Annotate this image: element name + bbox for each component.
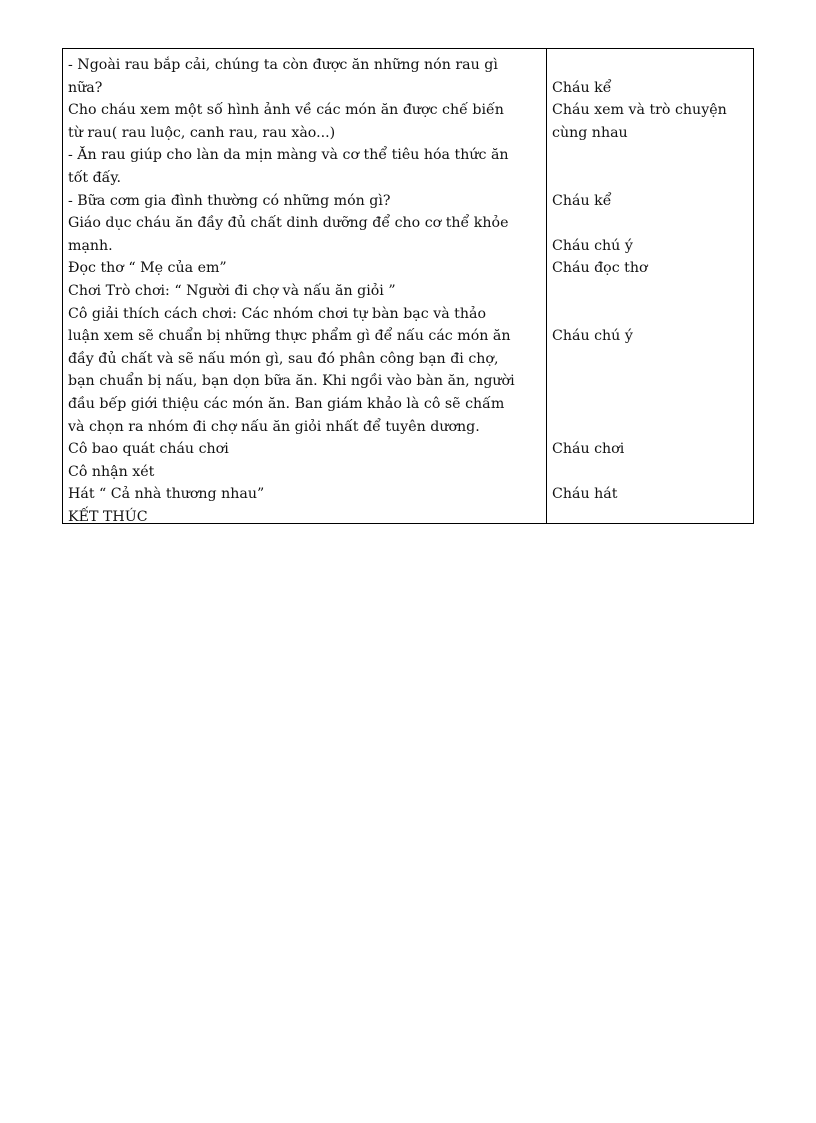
teacher-line: Hát “ Cả nhà thương nhau” xyxy=(68,486,265,503)
teacher-line: Đọc thơ “ Mẹ của em” xyxy=(68,260,227,277)
teacher-line: Giáo dục cháu ăn đầy đủ chất dinh dưỡng để cho cơ thể khỏe xyxy=(68,215,509,232)
child-line: Cháu chú ý xyxy=(552,237,633,254)
child-line: cùng nhau xyxy=(552,124,628,141)
child-line xyxy=(552,506,749,529)
child-line: Cháu kể xyxy=(552,192,612,209)
teacher-line: Cô bao quát cháu chơi xyxy=(68,441,229,458)
teacher-line: bạn chuẩn bị nấu, bạn dọn bữa ăn. Khi ngồi vào bàn ăn, người xyxy=(68,373,515,390)
teacher-line: từ rau( rau luộc, canh rau, rau xào...) xyxy=(68,124,336,141)
teacher-line: - Ăn rau giúp cho làn da mịn màng và cơ thể tiêu hóa thức ăn xyxy=(68,147,509,164)
child-activities-column xyxy=(547,49,753,523)
child-line xyxy=(552,348,749,371)
child-line xyxy=(552,54,749,77)
child-line xyxy=(552,303,749,326)
child-line: Cháu kể xyxy=(552,79,612,96)
teacher-line: tốt đấy. xyxy=(68,169,122,186)
child-line xyxy=(552,461,749,484)
teacher-line: - Bữa cơm gia đình thường có những món gì? xyxy=(68,192,391,209)
lesson-table xyxy=(62,48,754,524)
teacher-line: Chơi Trò chơi: “ Người đi chợ và nấu ăn giỏi ” xyxy=(68,282,396,299)
child-line xyxy=(552,370,749,393)
child-line xyxy=(552,167,749,190)
teacher-line: mạnh. xyxy=(68,237,113,254)
teacher-line: Cô nhận xét xyxy=(68,463,155,480)
child-line xyxy=(552,416,749,439)
child-line: Cháu xem và trò chuyện xyxy=(552,102,727,119)
teacher-line: đầy đủ chất và sẽ nấu món gì, sau đó phân công bạn đi chợ, xyxy=(68,350,499,367)
child-line: Cháu đọc thơ xyxy=(552,260,648,277)
teacher-line: KẾT THÚC xyxy=(68,508,148,525)
child-line: Cháu chơi xyxy=(552,441,625,458)
teacher-line: - Ngoài rau bắp cải, chúng ta còn được ăn những nón rau gì xyxy=(68,57,498,73)
child-line xyxy=(552,280,749,303)
child-line: Cháu hát xyxy=(552,486,618,503)
teacher-line: đầu bếp giới thiệu các món ăn. Ban giám khảo là cô sẽ chấm xyxy=(68,395,505,412)
teacher-line: và chọn ra nhóm đi chợ nấu ăn giỏi nhất để tuyên dương. xyxy=(68,418,480,435)
child-line: Cháu chú ý xyxy=(552,328,633,345)
child-line xyxy=(552,144,749,167)
teacher-line: Cô giải thích cách chơi: Các nhóm chơi tự bàn bạc và thảo xyxy=(68,305,487,322)
teacher-activities-column xyxy=(63,49,547,523)
child-line xyxy=(552,212,749,235)
teacher-line: luận xem sẽ chuẩn bị những thực phẩm gì để nấu các món ăn xyxy=(68,328,511,345)
teacher-line: Cho cháu xem một số hình ảnh về các món ăn được chế biến xyxy=(68,102,504,119)
child-line xyxy=(552,393,749,416)
teacher-line: nữa? xyxy=(68,79,103,96)
